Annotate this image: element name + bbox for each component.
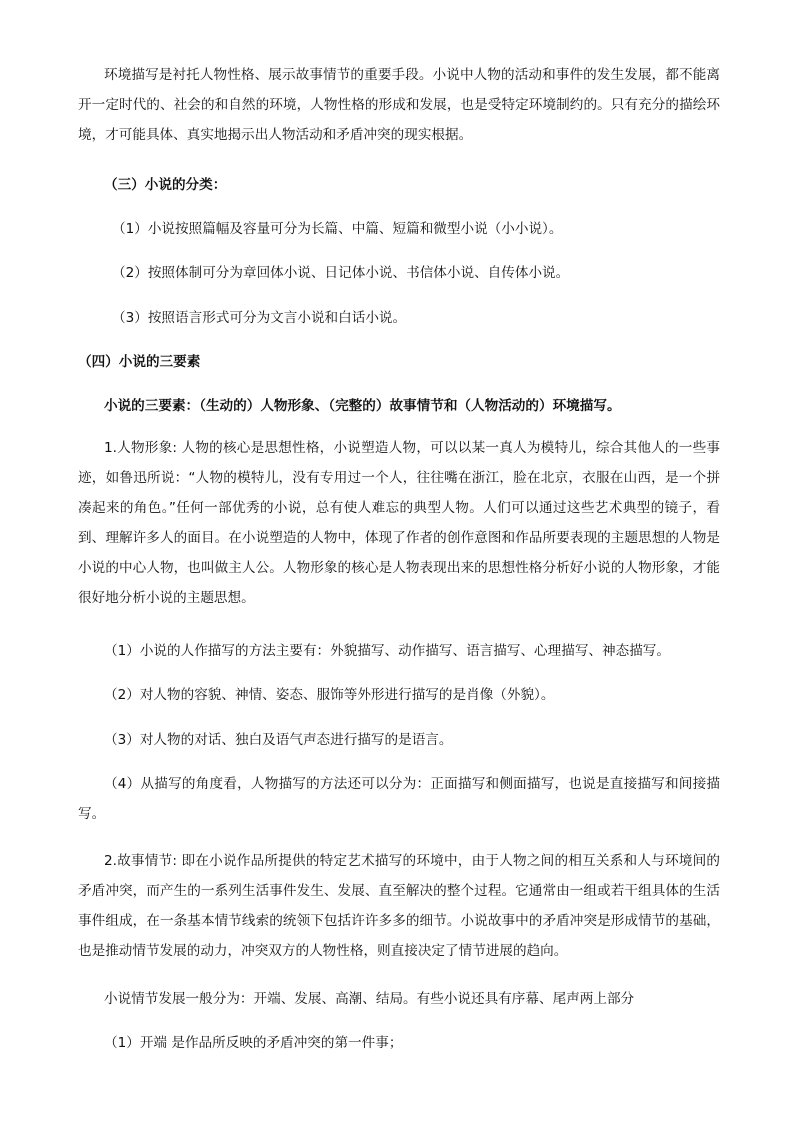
list-item-character-2: （2）对人物的容貌、神情、姿态、服饰等外形进行描写的是肖像（外貌）。 (104, 687, 555, 703)
list-item-classification-2: （2）按照体制可分为章回体小说、日记体小说、书信体小说、自传体小说。 (112, 265, 570, 281)
list-item-plot-1: （1）开端 是作品所反映的矛盾冲突的第一件事； (104, 1035, 403, 1051)
list-item-classification-3: （3）按照语言形式可分为文言小说和白话小说。 (112, 310, 407, 326)
paragraph-three-elements-summary: 小说的三要素：（生动的）人物形象、（完整的）故事情节和（人物活动的）环境描写。 (104, 398, 621, 414)
paragraph-plot-development: 小说情节发展一般分为：开端、发展、高潮、结局。有些小说还具有序幕、尾声两上部分 (104, 991, 635, 1007)
list-item-character-4: （4）从描写的角度看，人物描写的方法还可以分为：正面描写和侧面描写，也说是直接描写和间接描写。 (78, 776, 720, 822)
list-item-character-1: （1）小说的人作描写的方法主要有：外貌描写、动作描写、语言描写、心理描写、神态描写。 (104, 643, 670, 659)
list-item-character-3: （3）对人物的对话、独白及语气声态进行描写的是语言。 (104, 732, 453, 748)
heading-classification-text: （三）小说的分类： (104, 177, 227, 193)
heading-classification (78, 170, 720, 200)
paragraph-character-image: 1.人物形象: 人物的核心是思想性格，小说塑造人物，可以以某一真人为模特儿，综合其他人的一些事迹，如鲁迅所说：“人物的模特儿，没有专用过一个人，往往嘴在浙江，脸在北京，衣服在山西，是一个拼凑起来的角色。”任何一部优秀的小说，总有使人难忘的典型人物。人们可以通过这些艺术典型的镜子，看到、理解许多人的面目。在小说塑造的人物中，体现了作者的创作意图和作品所要表现的主题思想的人物是小说的中心人物，也叫做主人公。人物形象的核心是人物表现出来的思想性格分析好小说的人物形象，才能很好地分析小说的主题思想。 (78, 440, 720, 606)
list-item-classification-1: （1）小说按照篇幅及容量可分为长篇、中篇、短篇和微型小说（小小说）。 (112, 221, 563, 237)
paragraph-story-plot: 2.故事情节: 即在小说作品所提供的特定艺术描写的环境中，由于人物之间的相互关系和人与环境间的矛盾冲突，而产生的一系列生活事件发生、发展、直至解决的整个过程。它通常由一组或若干组具体的生活事件组成，在一条基本情节线索的统领下包括许许多多的细节。小说故事中的矛盾冲突是形成情节的基础，也是推动情节发展的动力，冲突双方的人物性格，则直接决定了情节进展的趋向。 (78, 853, 720, 959)
heading-three-elements: （四）小说的三要素 (78, 354, 201, 370)
paragraph-environment-description: 环境描写是衬托人物性格、展示故事情节的重要手段。小说中人物的活动和事件的发生发展，都不能离开一定时代的、社会的和自然的环境，人物性格的形成和发展，也是受特定环境制约的。只有充分的描绘环境，才可能具体、真实地揭示出人物活动和矛盾冲突的现实根据。 (78, 67, 720, 143)
